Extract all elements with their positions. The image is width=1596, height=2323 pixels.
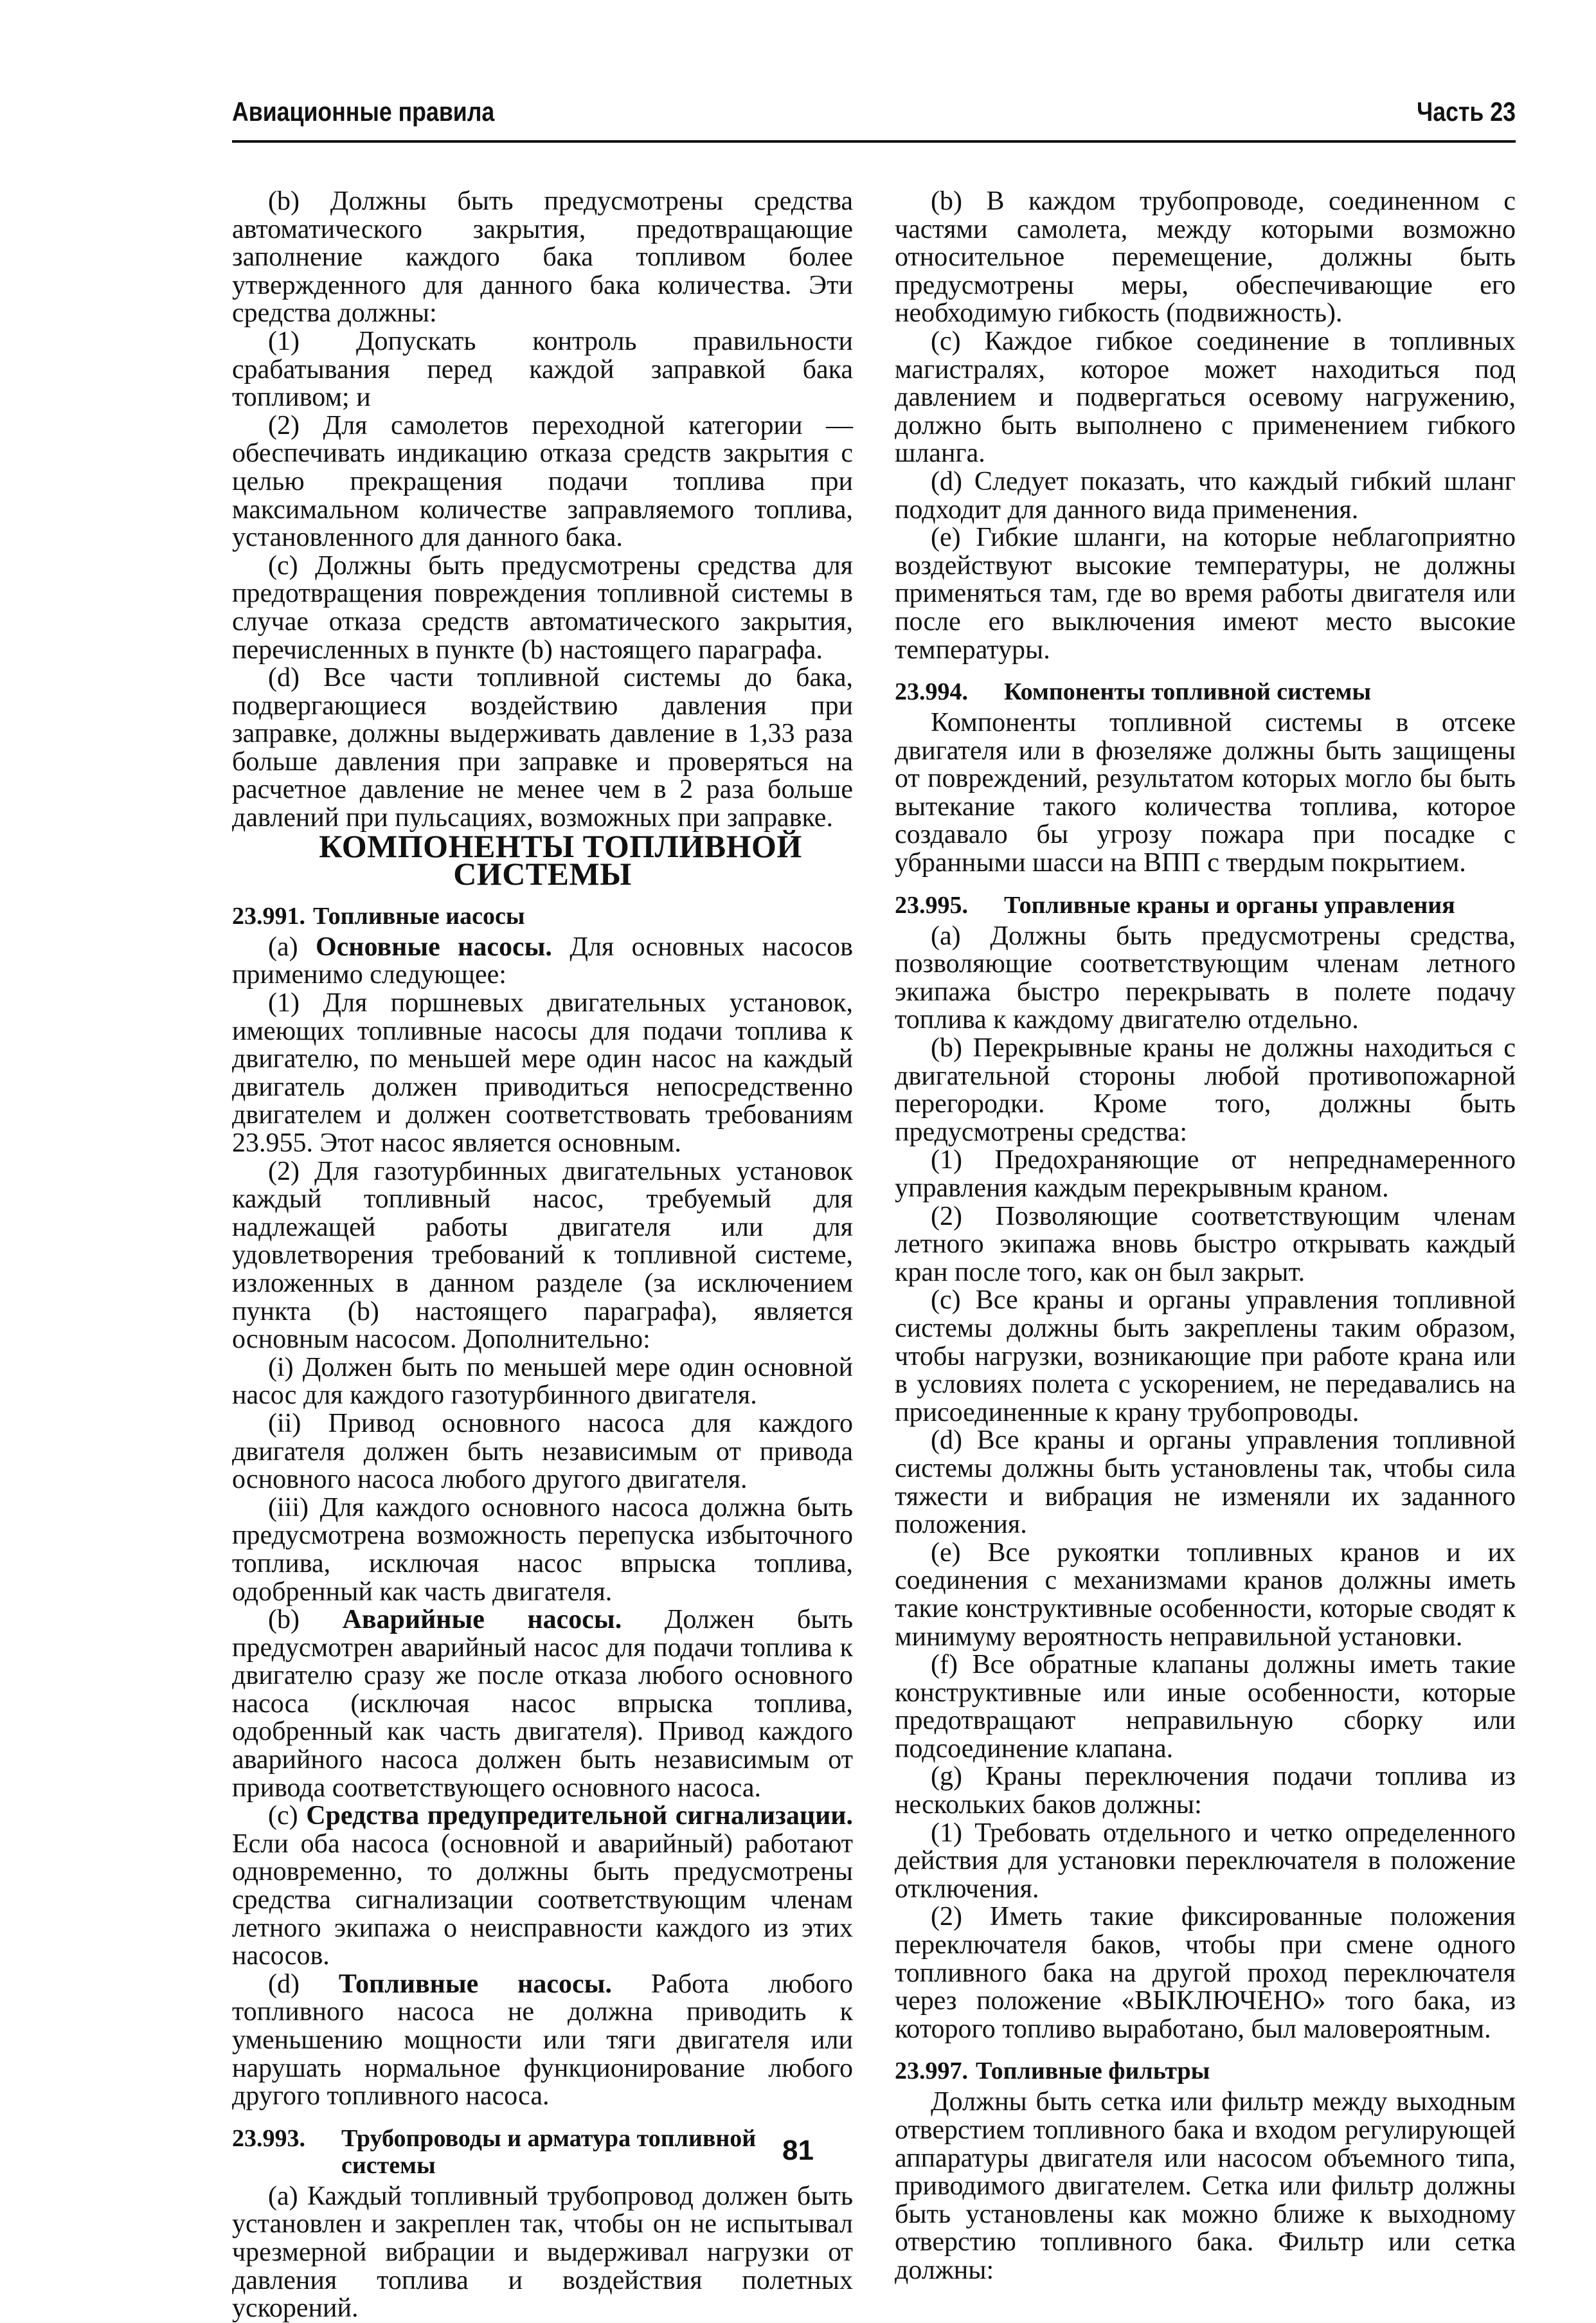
section-title: Топливные фильтры (976, 2057, 1210, 2085)
item-text: Должен быть предусмотрен аварийный насос для подачи топлива к двигателю сразу же после отказа любого основного насоса (исключая насос впрыска топлива, одобренный как часть двигателя). Привод каждого аварийного насоса должен быть независимым от привода соответствующего основного насоса. (232, 1605, 853, 1803)
paragraph: (a) Должны быть предусмотрены средства, позволяющие соответствующим членам летного экипажа быстро перекрывать в полете подачу топлива к каждому двигателю отдельно. (895, 921, 1516, 1035)
paragraph (232, 1802, 853, 1971)
paragraph: (c) Должны быть предусмотрены средства для предотвращения повреждения топливной системы в случае отказа средств автоматического закрытия, перечисленных в пункте (b) настоящего параграфа. (232, 550, 853, 665)
paragraph: (d) Следует показать, что каждый гибкий шланг подходит для данного вида применения. (895, 466, 1516, 525)
section-heading-23-994 (895, 678, 1516, 705)
section-heading-23-995 (895, 892, 1516, 919)
right-column (895, 188, 1516, 2285)
section-number: 23.994. (895, 678, 968, 706)
section-number: 23.995. (895, 891, 968, 919)
section-heading-23-997 (895, 2057, 1516, 2084)
section-number: 23.997. (895, 2057, 968, 2085)
paragraph: (b) Перекрывные краны не должны находиться с двигательной стороны любой противопожарной перегородки. Кроме того, должны быть предусмотрены средства: (895, 1033, 1516, 1147)
section-heading-23-991 (232, 903, 853, 930)
paragraph: Должны быть сетка или фильтр между выходным отверстием топливного бака и входом регулирующей аппаратуры двигателя или насосом объемного типа, приводимого двигателем. Сетка или фильтр должны быть установлены как можно ближе к выходному отверстию топливного бака. Фильтр или сетка должны: (895, 2087, 1516, 2285)
header-rule (232, 140, 1516, 143)
paragraph (232, 1606, 853, 1802)
paragraph: (b) Должны быть предусмотрены средства автоматического закрытия, предотвращающие заполнение каждого бака топливом более утвержденного для данного бака количества. Эти средства должны: (232, 186, 853, 329)
paragraph: (2) Для газотурбинных двигательных установок каждый топливный насос, требуемый для надлежащей работы двигателя или для удовлетворения требований к топливной системе, изложенных в данном разделе (за исключением пункта (b) настоящего параграфа), является основным насосом. Дополнительно: (232, 1156, 853, 1355)
paragraph: (d) Все части топливной системы до бака, подвергающиеся воздействию давления при заправке, должны выдерживать давление в 1,33 раза больше давления при заправке и проверяться на расчетное давление не менее чем в 2 раза больше давлений при пульсациях, возможных при заправке. (232, 663, 853, 833)
chapter-heading: КОМПОНЕНТЫ ТОПЛИВНОЙ СИСТЕМЫ (319, 827, 802, 892)
paragraph: (e) Гибкие шланги, на которые неблагоприятно воздействуют высокие температуры, не должны применяться там, где во время работы двигателя или после его выключения имеют место высокие температуры. (895, 523, 1516, 665)
paragraph: (1) Допускать контроль правильности срабатывания перед каждой заправкой бака топливом; и (232, 326, 853, 413)
paragraph: Компоненты топливной системы в отсеке двигателя или в фюзеляже должны быть защищены от повреждений, результатом которых могло бы быть вытекание такого количества топлива, которое создавало бы угрозу пожара при посадке с убранными шасси на ВПП с твердым покрытием. (895, 708, 1516, 878)
left-column (232, 188, 853, 2323)
paragraph (232, 934, 853, 990)
paragraph: (a) Каждый топливный трубопровод должен быть установлен и закреплен так, чтобы он не испытывал чрезмерной вибрации и выдерживал нагрузки от давления топлива и воздействия полетных ускорений. (232, 2181, 853, 2323)
page-number: 81 (782, 2135, 814, 2166)
paragraph: (f) Все обратные клапаны должны иметь такие конструктивные или иные особенности, которые предотвращают неправильную сборку или подсоединение клапана. (895, 1650, 1516, 1764)
paragraph: (b) В каждом трубопроводе, соединенном с частями самолета, между которыми возможно относительное перемещение, должны быть предусмотрены меры, обеспечивающие его необходимую гибкость (подвижность). (895, 186, 1516, 329)
paragraph: (g) Краны переключения подачи топлива из нескольких баков должны: (895, 1762, 1516, 1820)
bold-term: Средства предупредительной сигнализации. (306, 1801, 853, 1831)
paragraph: (2) Для самолетов переходной категории — обеспечивать индикацию отказа средств закрытия с целью прекращения подачи топлива при максимальном количестве заправляемого топлива, установленного для данного бака. (232, 410, 853, 553)
item-text: Работа любого топливного насоса не должна приводить к уменьшению мощности или тяги двигателя или нарушать нормальное функционирование любого другого топливного насоса. (232, 1969, 853, 2111)
item-label: (d) (268, 1969, 339, 1999)
section-number: 23.991. (232, 902, 305, 930)
bold-term: Основные насосы. (316, 932, 552, 962)
paragraph: (1) Для поршневых двигательных установок, имеющих топливные насосы для подачи топлива к двигателю, по меньшей мере один насос на каждый двигатель должен приводиться непосредственно двигателем и должен соответствовать требованиям 23.955. Этот насос является основным. (232, 988, 853, 1158)
item-label: (a) (268, 932, 316, 962)
paragraph: (2) Позволяющие соответствующим членам летного экипажа вновь быстро открывать каждый кран после того, как он был закрыт. (895, 1201, 1516, 1287)
paragraph: (ii) Привод основного насоса для каждого двигателя должен быть независимым от привода основного насоса любого другого двигателя. (232, 1408, 853, 1495)
paragraph: (2) Иметь такие фиксированные положения переключателя баков, чтобы при смене одного топливного бака на другой проход переключателя через положение «ВЫКЛЮЧЕНО» того бака, из которого топливо выработано, был маловероятным. (895, 1902, 1516, 2044)
paragraph: (e) Все рукоятки топливных кранов и их соединения с механизмами кранов должны иметь такие конструктивные особенности, которые сводят к минимуму вероятность неправильной установки. (895, 1537, 1516, 1652)
item-label: (b) (268, 1605, 343, 1635)
section-title: Топливные краны и органы управления (1004, 891, 1455, 919)
section-title: Топливные иасосы (313, 902, 525, 930)
paragraph: (d) Все краны и органы управления топливной системы должны быть установлены так, чтобы сила тяжести и вибрация не изменяли их заданного положения. (895, 1425, 1516, 1540)
section-title: Компоненты топливной системы (1004, 678, 1372, 706)
paragraph: (c) Каждое гибкое соединение в топливных магистралях, которое может находиться под давлением и подвергаться осевому нагружению, должно быть выполнено с применением гибкого шланга. (895, 326, 1516, 469)
paragraph: (1) Предохраняющие от непреднамеренного управления каждым перекрывным краном. (895, 1145, 1516, 1203)
paragraph: (c) Все краны и органы управления топливной системы должны быть закреплены таким образом, чтобы нагрузки, возникающие при работе крана или в условиях полета с ускорением, не передавались на присоединенные к крану трубопроводы. (895, 1285, 1516, 1427)
item-text: Если оба насоса (основной и аварийный) работают одновременно, то должны быть предусмотрены средства сигнализации соответствующим членам летного экипажа о неисправности каждого из этих насосов. (232, 1829, 853, 1971)
running-header-part: Часть 23 (1417, 96, 1516, 127)
paragraph: (i) Должен быть по меньшей мере один основной насос для каждого газотурбинного двигателя. (232, 1352, 853, 1411)
running-header-title: Авиационные правила (232, 96, 495, 127)
bold-term: Аварийные насосы. (342, 1605, 622, 1635)
paragraph: (iii) Для каждого основного насоса должна быть предусмотрена возможность перепуска избыточного топлива, исключая насос впрыска топлива, одобренный как часть двигателя. (232, 1492, 853, 1607)
paragraph: (1) Требовать отдельного и четко определенного действия для установки переключателя в положение отключения. (895, 1818, 1516, 1904)
section-title: Трубопроводы и арматура топливной системы (341, 2124, 757, 2179)
paragraph (232, 1971, 853, 2111)
item-label: (c) (268, 1801, 307, 1831)
item-text: Для основных насосов применимо следующее: (232, 932, 853, 990)
section-number: 23.993. (232, 2124, 305, 2152)
bold-term: Топливные насосы. (338, 1969, 612, 1999)
